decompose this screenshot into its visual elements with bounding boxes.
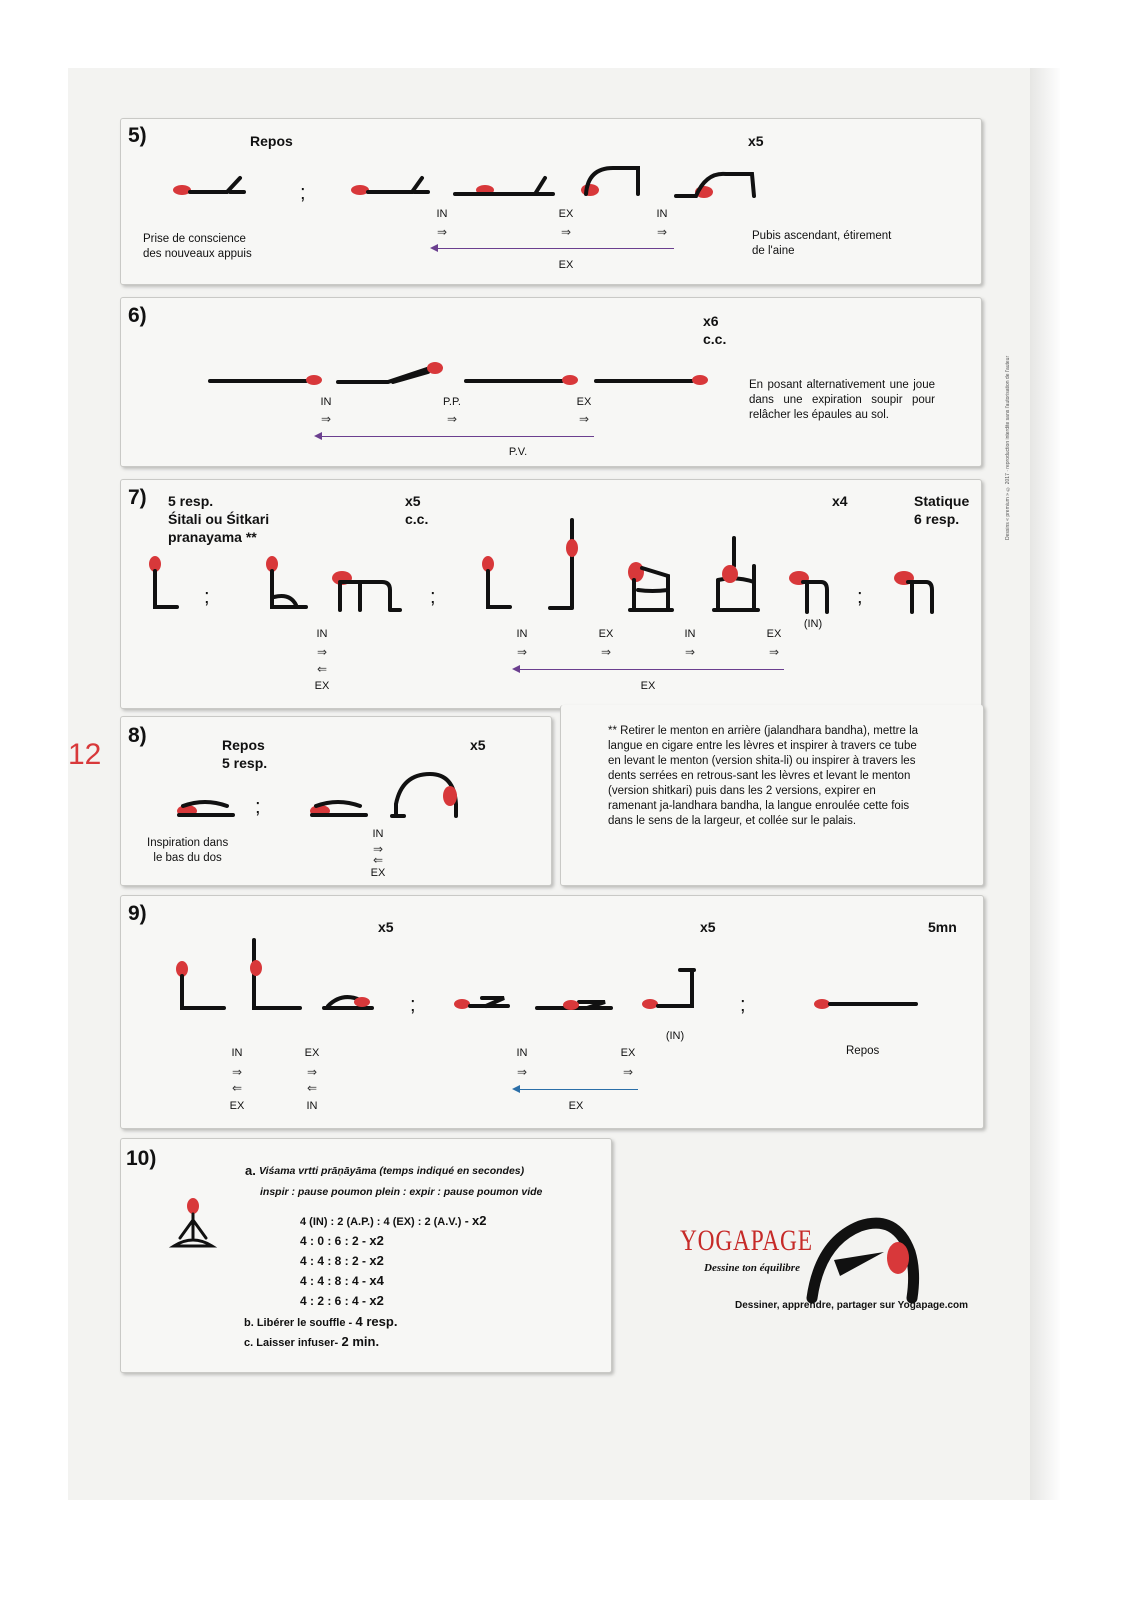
page-edge-shadow [1030,68,1060,1500]
section-9-time: 5mn [928,919,957,935]
breath-label: EX [304,1047,320,1059]
section-9-number: 9) [128,902,147,925]
pose-9-staff-figure [172,960,227,1012]
ratio-row [300,1233,384,1248]
sequence-separator: ; [204,586,210,608]
breath-label-bottom: EX [640,680,656,692]
pose-9-staff-arms-up-figure [244,938,304,1012]
ratio-value: 4 : 4 : 8 : 2 - [300,1254,367,1268]
pose-5-rest-figure [172,172,247,202]
section-8-count: x5 [470,737,486,753]
section-5-count: x5 [748,133,764,149]
yogapage-logo-text: YOGAPAGE [680,1224,813,1257]
breath-label: IN [231,1047,243,1059]
sequence-separator: ; [430,586,436,608]
section-8-title: Repos 5 resp. [222,737,268,771]
pose-5-bridge-exhale-figure [455,172,555,202]
sequence-separator: ; [740,994,746,1016]
section-10-a-title: Viśama vrtti prāṇāyāma (temps indiqué en secondes) [259,1165,525,1177]
arrow-right-icon: ⇒ [516,1065,528,1079]
pose-8-child-rest-figure [308,798,370,818]
return-arrow-line [514,669,784,670]
pose-7-arms-up-figure [548,518,588,613]
section-7-count-2: x4 [832,493,848,509]
arrow-right-icon: ⇒ [306,1065,318,1079]
sequence-separator: ; [255,796,261,818]
breath-label: P.P. [443,396,461,408]
pose-9-supine-twist-figure [452,992,512,1012]
breath-label: IN [516,1047,528,1059]
breathing-note-text: ** Retirer le menton en arrière (jalandhara bandha), mettre la langue en cigare entre les lèvres et inspirer à travers ce tube en levant le menton (version shita-li) ou inspirer à travers les dents serrées en retrous-sant les lèvres et levant le menton (version shitkari) puis dans les 2 versions, expirer en ramenant ja-landhara bandha, la langue enroulée cette fois dans le sens de la largeur, et collée sur le palais. [608,725,919,827]
breath-label: EX [229,1100,245,1112]
yogapage-logo-figure-icon [800,1212,930,1302]
page-number: 12 [68,738,102,771]
breath-label: EX [598,628,614,640]
ratio-repetitions: x2 [472,1213,487,1228]
section-9-count-2: x5 [700,919,716,935]
pose-8-arch-figure [392,770,472,820]
ratio-value: 4 : 2 : 6 : 4 - [300,1294,367,1308]
pose-7-kneel-figure [478,555,513,613]
arrow-right-icon: ⇒ [516,645,528,659]
arrow-right-icon: ⇒ [684,645,696,659]
pose-5-bridge-up-figure [578,162,653,202]
arrow-left-icon: ⇐ [316,662,328,676]
section-10-b-value: 4 resp. [355,1314,398,1329]
ratio-value: 4 (IN) : 2 (A.P.) : 4 (EX) : 2 (A.V.) [300,1216,462,1228]
section-6-note: En posant alternativement une joue dans une expiration soupir pour relâcher les épaules au sol. [749,379,935,421]
section-7-resp: 5 resp. Śitali ou Śitkari pranayama ** [168,493,270,545]
section-7-number: 7) [128,486,147,509]
section-5-title: Repos [250,133,293,149]
breath-label: EX [314,680,330,692]
breath-label-bottom: P.V. [508,446,528,458]
pose-7-table-figure [785,568,835,614]
return-arrow-line [432,248,674,249]
breath-label: EX [370,867,386,879]
pose-9-savasana-figure [812,994,920,1012]
pose-7-kneel-figure [145,555,180,613]
section-10-b [244,1314,397,1329]
section-5-number: 5) [128,124,147,147]
sequence-separator: ; [410,994,416,1016]
arrow-right-icon: ⇒ [320,412,332,426]
breath-label-bottom: EX [558,259,574,271]
breath-label: EX [558,208,574,220]
arrow-right-icon: ⇒ [578,412,590,426]
section-9-panel [120,895,984,1129]
arrow-right-icon: ⇒ [622,1065,634,1079]
pose-7-table-figure [890,568,940,614]
pose-5-bridge-start-figure [350,172,430,202]
section-8-note: Inspiration dans le bas du dos [147,837,229,864]
breath-label-in-paren: (IN) [665,1030,685,1042]
section-10-c [244,1334,379,1349]
section-5-note-right: Pubis ascendant, étirement de l'aine [752,230,892,257]
ratio-repetitions: x4 [369,1273,384,1288]
arrow-right-icon: ⇒ [436,225,448,239]
yogapage-footer: Dessiner, apprendre, partager sur Yogapage.com [735,1300,969,1311]
pose-7-cat-figure [624,556,674,614]
ratio-repetitions: x2 [369,1233,384,1248]
yogapage-tagline: Dessine ton équilibre [704,1262,800,1274]
ratio-row: 4 (IN) : 2 (A.P.) : 4 (EX) : 2 (A.V.) - x2 [300,1213,487,1228]
section-8-number: 8) [128,724,147,747]
breath-label: IN [516,628,528,640]
arrow-right-icon: ⇒ [656,225,668,239]
arrow-right-icon: ⇒ [316,645,328,659]
breath-label: IN [320,396,332,408]
arrow-right-icon: ⇒ [600,645,612,659]
arrow-right-icon: ⇒ [560,225,572,239]
pose-6-cobra-figure [338,358,443,388]
pose-8-child-rest-figure [175,798,237,818]
sequence-separator: ; [857,586,863,608]
pose-9-supine-knees-figure [535,994,615,1012]
breath-label: EX [620,1047,636,1059]
ratio-value: 4 : 0 : 6 : 2 - [300,1234,367,1248]
breath-label: IN [656,208,668,220]
breath-label: IN [436,208,448,220]
breath-label: IN [306,1100,318,1112]
pose-6-prone-figure [596,372,706,388]
breath-label: IN [684,628,696,640]
return-arrow-line [514,1089,638,1090]
pose-6-prone-figure [210,372,320,388]
section-7-count: x5 c.c. [405,493,429,527]
ratio-row [300,1253,384,1268]
breath-label: IN [372,828,384,840]
section-9-repos: Repos [846,1045,880,1057]
pose-9-leg-raise-figure [640,966,700,1012]
section-10-c-label: c. Laisser infuser- [244,1337,339,1349]
return-arrow-line [316,436,594,437]
pose-5-bridge-lift-figure [676,168,761,202]
section-6-number: 6) [128,304,147,327]
pose-9-forward-bend-figure [322,992,377,1012]
section-5-note-left: Prise de conscience des nouveaux appuis [143,233,252,260]
meditation-pose-figure [170,1198,216,1254]
ratio-repetitions: x2 [369,1253,384,1268]
arrow-right-icon: ⇒ [768,645,780,659]
section-10-a-subtitle: inspir : pause poumon plein : expir : pause poumon vide [260,1186,543,1198]
arrow-left-icon: ⇐ [306,1081,318,1095]
ratio-row [300,1273,384,1288]
pose-7-child-figure [260,555,310,613]
pose-7-cat-arch-figure [710,536,760,614]
pose-6-prone-figure [466,372,576,388]
section-10-number: 10) [126,1147,157,1170]
breath-label: EX [766,628,782,640]
breath-label-in-paren: (IN) [803,618,823,630]
ratio-value: 4 : 4 : 8 : 4 - [300,1274,367,1288]
arrow-left-icon: ⇐ [231,1081,243,1095]
arrow-right-icon: ⇒ [446,412,458,426]
section-6-count: x6 c.c. [703,313,727,347]
section-10-c-value: 2 min. [341,1334,380,1349]
section-7-statique: Statique 6 resp. [914,493,970,527]
section-10-b-label: b. Libérer le souffle - [244,1317,353,1329]
section-9-count-1: x5 [378,919,394,935]
arrow-right-icon: ⇒ [372,842,384,856]
section-10-a-label: a. [245,1163,256,1178]
sequence-separator: ; [300,182,306,204]
ratio-row [300,1293,384,1308]
breath-label: EX [576,396,592,408]
breath-label-bottom: EX [568,1100,584,1112]
arrow-right-icon: ⇒ [231,1065,243,1079]
pose-7-table-figure [330,568,402,612]
breath-label: IN [316,628,328,640]
arrow-left-icon: ⇐ [372,853,384,867]
ratio-repetitions: x2 [369,1293,384,1308]
side-copyright-note: Dessins « premium » © 2017 · reproduction interdite sans l'autorisation de l'auteur [1005,355,1011,540]
